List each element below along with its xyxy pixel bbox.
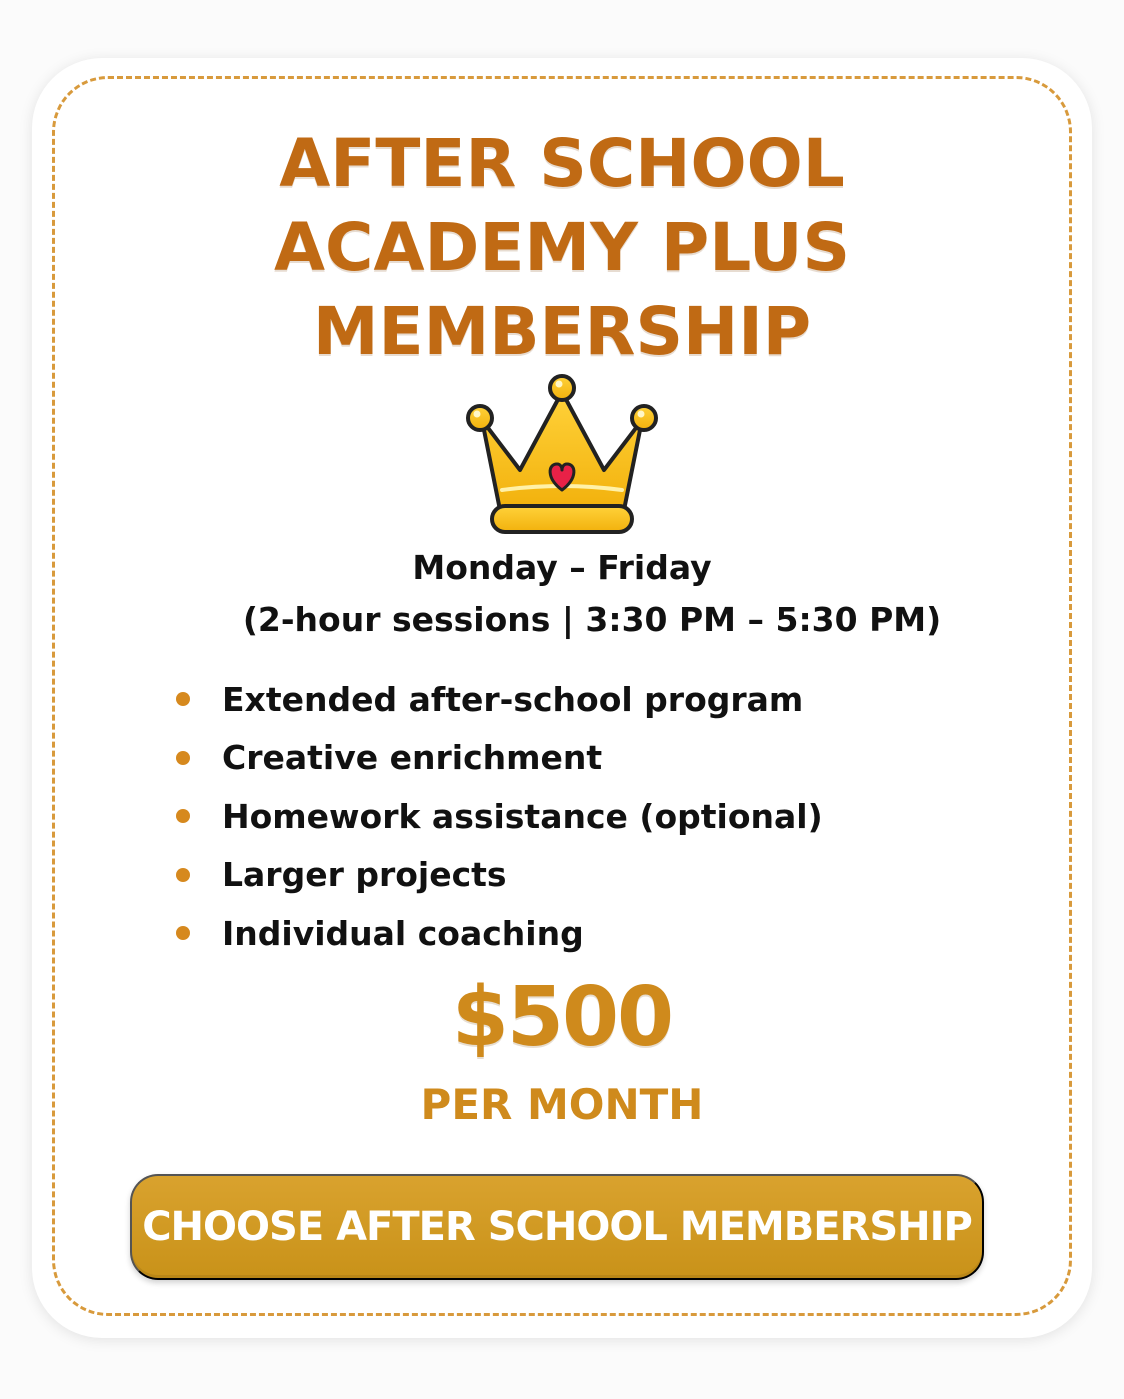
bullet-icon [176,692,190,706]
price-period: PER MONTH [420,1080,704,1129]
feature-item [174,787,823,846]
crown-icon [462,370,662,540]
title-line-1: AFTER SCHOOL [279,125,845,202]
price-amount: $500 [451,970,673,1065]
feature-item [174,729,823,788]
bullet-icon [176,809,190,823]
membership-title [32,122,1092,374]
feature-text: Creative enrichment [222,738,603,778]
feature-text: Homework assistance (optional) [222,796,823,836]
feature-list [174,670,823,963]
feature-text: Extended after-school program [222,679,804,719]
feature-item [174,904,823,963]
choose-membership-button[interactable]: CHOOSE AFTER SCHOOL MEMBERSHIP [130,1174,984,1280]
schedule-days: Monday – Friday [412,548,712,587]
title-line-2: ACADEMY PLUS [273,209,851,286]
schedule-sessions: (2-hour sessions | 3:30 PM – 5:30 PM) [242,600,942,639]
feature-item [174,670,823,729]
bullet-icon [176,751,190,765]
feature-text: Individual coaching [222,913,584,953]
feature-text: Larger projects [222,855,507,895]
bullet-icon [176,926,190,940]
feature-item [174,846,823,905]
bullet-icon [176,868,190,882]
membership-card [32,58,1092,1338]
title-line-3: MEMBERSHIP [312,293,812,370]
